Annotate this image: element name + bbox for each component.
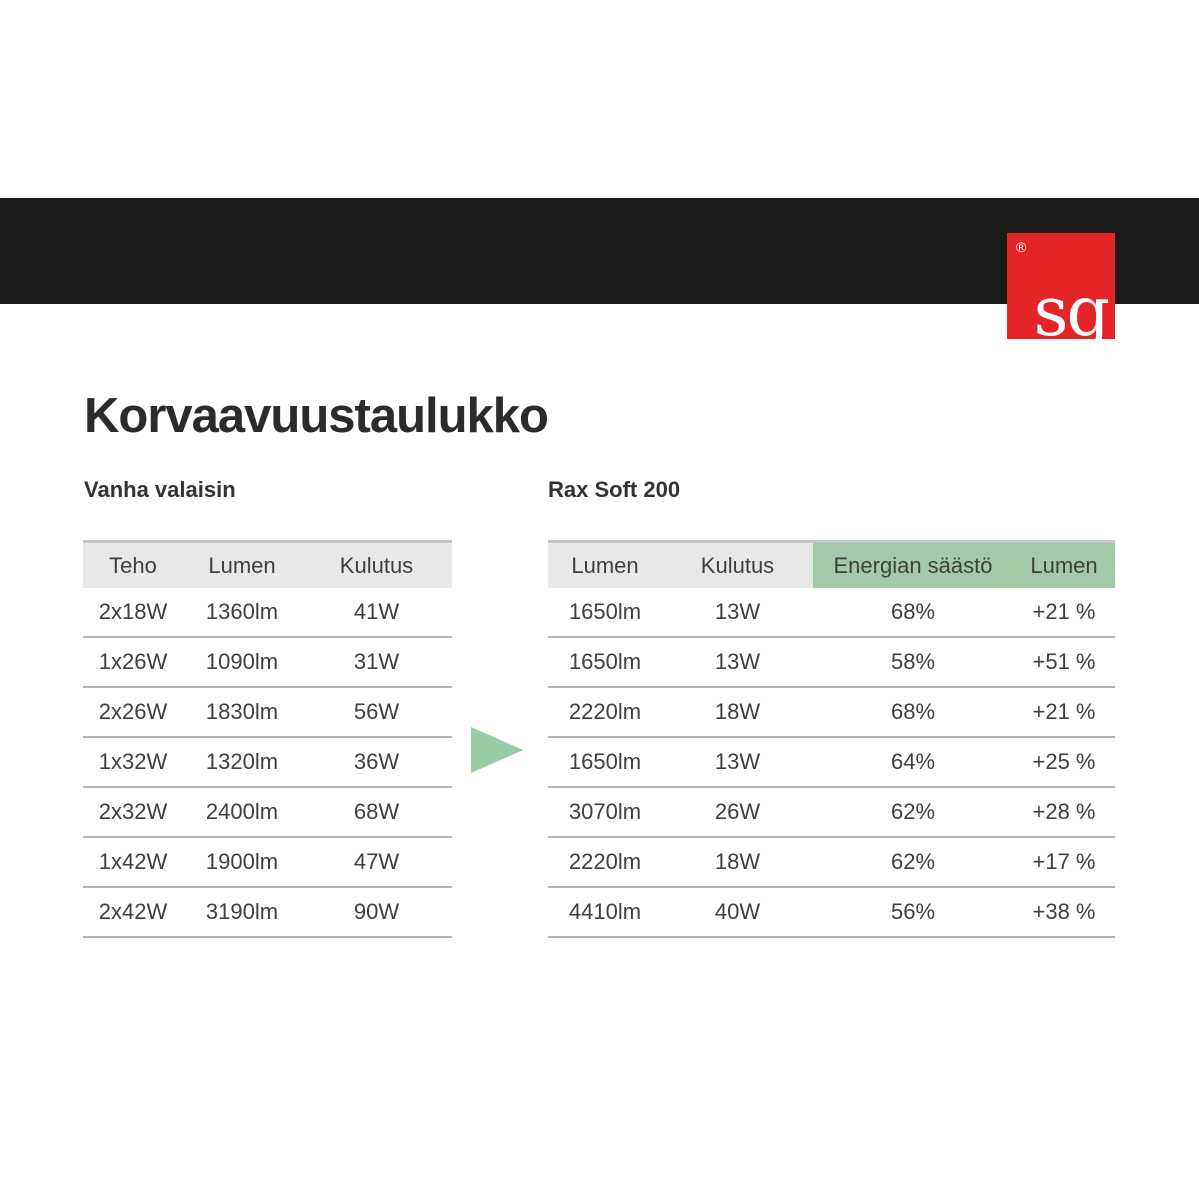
table-row bbox=[548, 688, 1115, 738]
table-cell: 26W bbox=[714, 799, 761, 824]
table-row bbox=[83, 638, 452, 688]
table-row bbox=[548, 638, 1115, 688]
table-cell: 68% bbox=[890, 599, 936, 624]
table-cell: 56% bbox=[890, 899, 936, 924]
table-cell: 1360lm bbox=[205, 599, 279, 624]
table-row bbox=[83, 788, 452, 838]
table-cell: 2220lm bbox=[568, 699, 642, 724]
table-cell: 68W bbox=[353, 799, 400, 824]
table-cell: 2x42W bbox=[98, 899, 168, 924]
column-header-lumen: Lumen bbox=[548, 543, 662, 588]
table-cell: 58% bbox=[890, 649, 936, 674]
table-cell: +28 % bbox=[1032, 799, 1096, 824]
sg-logo bbox=[1007, 233, 1115, 352]
table-cell: +51 % bbox=[1032, 649, 1096, 674]
old-luminaire-table bbox=[83, 540, 452, 938]
table-row bbox=[548, 888, 1115, 938]
table-cell: +38 % bbox=[1032, 899, 1096, 924]
table-header-row bbox=[548, 543, 1115, 588]
table-cell: 13W bbox=[714, 599, 761, 624]
table-cell: 1090lm bbox=[205, 649, 279, 674]
column-header-lumen-gain: Lumen bbox=[1013, 543, 1115, 588]
table-row bbox=[83, 588, 452, 638]
table-row bbox=[548, 588, 1115, 638]
rax-soft-200-table bbox=[548, 540, 1115, 938]
table-cell: 68% bbox=[890, 699, 936, 724]
table-cell: 13W bbox=[714, 649, 761, 674]
table-cell: 1650lm bbox=[568, 649, 642, 674]
table-cell: 62% bbox=[890, 849, 936, 874]
table-cell: 3190lm bbox=[205, 899, 279, 924]
table-cell: 56W bbox=[353, 699, 400, 724]
table-cell: 1900lm bbox=[205, 849, 279, 874]
table-cell: 36W bbox=[353, 749, 400, 774]
table-cell: 1650lm bbox=[568, 749, 642, 774]
table-cell: 1320lm bbox=[205, 749, 279, 774]
table-cell: 13W bbox=[714, 749, 761, 774]
table-cell: 2x26W bbox=[98, 699, 168, 724]
table-cell: 18W bbox=[714, 699, 761, 724]
table-cell: 90W bbox=[353, 899, 400, 924]
registered-trademark-icon: ® bbox=[1016, 239, 1027, 255]
column-header-energy-savings: Energian säästö bbox=[813, 543, 1013, 588]
table-cell: 3070lm bbox=[568, 799, 642, 824]
table-cell: 40W bbox=[714, 899, 761, 924]
table-cell: 31W bbox=[353, 649, 400, 674]
right-table-label: Rax Soft 200 bbox=[548, 477, 681, 502]
column-header-teho: Teho bbox=[109, 552, 157, 578]
table-cell: 1x42W bbox=[98, 849, 168, 874]
arrow-right-icon bbox=[471, 727, 523, 773]
table-cell: +21 % bbox=[1032, 699, 1096, 724]
column-header-kulutus: Kulutus bbox=[662, 543, 813, 588]
table-cell: 47W bbox=[353, 849, 400, 874]
table-cell: 18W bbox=[714, 849, 761, 874]
table-cell: +25 % bbox=[1032, 749, 1096, 774]
table-row bbox=[548, 788, 1115, 838]
table-cell: 1x26W bbox=[98, 649, 168, 674]
table-row bbox=[83, 888, 452, 938]
table-cell: 2x18W bbox=[98, 599, 168, 624]
table-cell: 64% bbox=[890, 749, 936, 774]
table-row bbox=[548, 738, 1115, 788]
page-title: Korvaavuustaulukko bbox=[84, 389, 548, 443]
table-cell: +17 % bbox=[1032, 849, 1096, 874]
table-cell: 1830lm bbox=[205, 699, 279, 724]
table-cell: 2220lm bbox=[568, 849, 642, 874]
table-row bbox=[83, 838, 452, 888]
column-header-kulutus: Kulutus bbox=[339, 552, 414, 578]
table-cell: 41W bbox=[353, 599, 400, 624]
sg-logo-text: sg bbox=[1033, 273, 1108, 352]
table-cell: +21 % bbox=[1032, 599, 1096, 624]
table-cell: 1x32W bbox=[98, 749, 168, 774]
left-table-label: Vanha valaisin bbox=[84, 477, 236, 502]
column-header-lumen: Lumen bbox=[208, 552, 276, 578]
table-cell: 1650lm bbox=[568, 599, 642, 624]
table-row bbox=[83, 688, 452, 738]
table-cell: 4410lm bbox=[568, 899, 642, 924]
table-header-row bbox=[83, 543, 452, 588]
table-cell: 2x32W bbox=[98, 799, 168, 824]
table-row bbox=[548, 838, 1115, 888]
table-cell: 62% bbox=[890, 799, 936, 824]
table-cell: 2400lm bbox=[205, 799, 279, 824]
table-row bbox=[83, 738, 452, 788]
